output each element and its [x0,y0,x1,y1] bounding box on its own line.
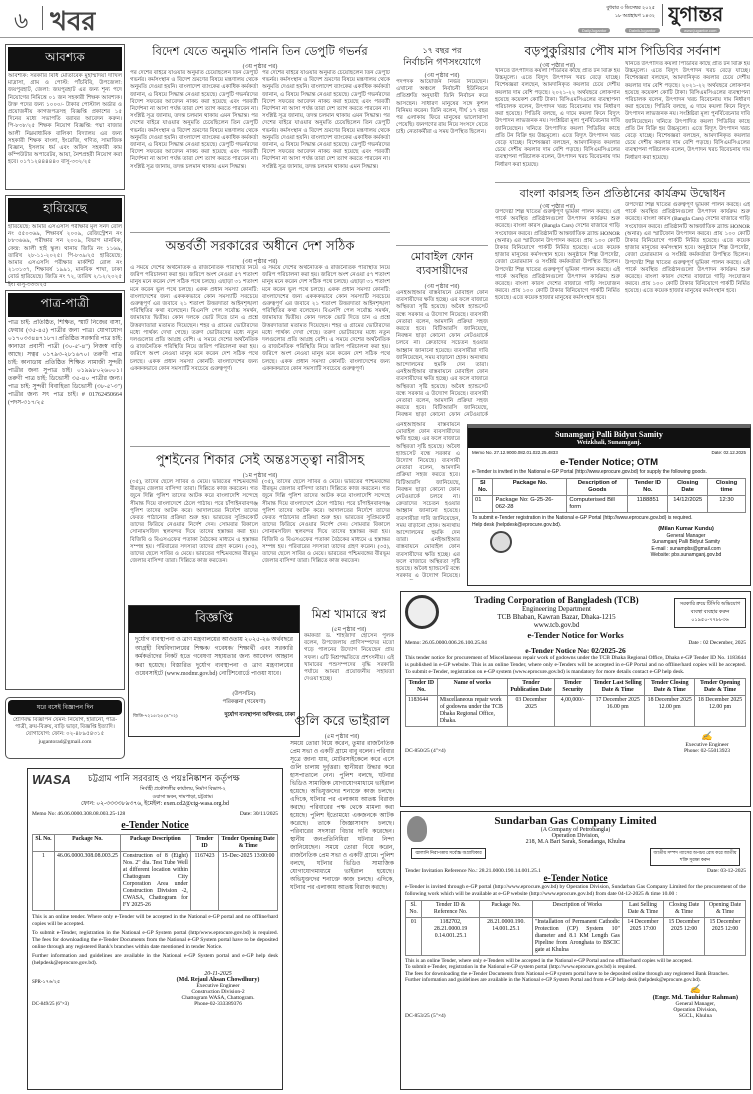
tcb-tender-table [405,678,746,727]
signer-line: Operation Division, [673,1006,718,1013]
article-bangla-cars-body: উপদেষ্টা শিল্প খাতের গুরুত্বপূর্ণ ভূমিকা পালন করছে। এই পার্কে অবস্থিত প্রতিষ্ঠানগুলো উৎপাদন কার্যক্রম শুরু করেছে। বাংলা কারস (Bangla Cars) দেশের বাজারে গাড়ি সংযোজন করবে। প্রতিষ্ঠানটি আন্তর্জাতিক ব্র্যান্ড HONOR (অনার) এর স্মার্টফোন উৎপাদন করবে। প্রায় ১০০ কোটি টাকার বিনিয়োগে পার্কটি নির্মিত হয়েছে। এতে কয়েক হাজার মানুষের কর্মসংস্থান হবে। অনুষ্ঠানে শিল্প উপদেষ্টা, বেজা চেয়ারম্যান ও সংশ্লিষ্ট কর্মকর্তারা উপস্থিত ছিলেন। উপদেষ্টা শিল্প খাতের গুরুত্বপূর্ণ ভূমিকা পালন করছে। এই পার্কে অবস্থিত প্রতিষ্ঠানগুলো উৎপাদন কার্যক্রম শুরু করেছে। বাংলা কারস দেশের বাজারে গাড়ি সংযোজন করবে। প্রায় ১০০ কোটি টাকার বিনিয়োগে পার্কটি নির্মিত হয়েছে। এতে কয়েক হাজার মানুষের কর্মসংস্থান হবে। [495,209,620,302]
article-deputy-body: পর দেশের বাইরে যাওয়ার অনুমতি চেয়েছিলেন তিন ডেপুটি গভর্নর। কর্মসংস্থান ও বিদেশ ভ্রমণের বিষয়ে মন্ত্রণালয় থেকে অনুমতি দেওয়া হয়নি। বাংলাদেশ ব্যাংকের একাধিক কর্মকর্তা জানান, এ বিষয়ে সিদ্ধান্ত নেওয়া হয়েছে। ডেপুটি গভর্নরদের বিদেশ সফরের আবেদন নাকচ করা হয়েছে এবং পরবর্তী নির্দেশনা না আসা পর্যন্ত তারা দেশ ত্যাগ করতে পারবেন না। সংশ্লিষ্ট সূত্র জানায়, তদন্ত চলমান থাকায় এমন সিদ্ধান্ত। পর দেশের বাইরে যাওয়ার অনুমতি চেয়েছিলেন তিন ডেপুটি গভর্নর। কর্মসংস্থান ও বিদেশ ভ্রমণের বিষয়ে মন্ত্রণালয় থেকে অনুমতি দেওয়া হয়নি। বাংলাদেশ ব্যাংকের একাধিক কর্মকর্তা জানান, এ বিষয়ে সিদ্ধান্ত নেওয়া হয়েছে। ডেপুটি গভর্নরদের বিদেশ সফরের আবেদন নাকচ করা হয়েছে এবং পরবর্তী নির্দেশনা না আসা পর্যন্ত তারা দেশ ত্যাগ করতে পারবেন না। সংশ্লিষ্ট সূত্র জানায়, তদন্ত চলমান থাকায় এমন সিদ্ধান্ত। [130,70,258,170]
table-row [33,851,278,910]
wasa-spr: SPR-১৭৬/২৫ [32,979,61,985]
cell: 01 [406,917,422,955]
wasa-address: ওয়াসা ভবন, দামপাড়া, চট্টগ্রাম। [152,794,214,800]
ad-matrimonial [5,290,125,690]
signer-line: Executive Engineer [685,742,729,748]
cell: 46.06.0000.308.08.003.25 [55,851,121,910]
col-header: Closing time [708,478,746,495]
tcb-tender-notice [400,591,751,807]
signer-name: (Engr. Md. Tauhidur Rahman) [652,993,738,1001]
col-header: Last Selling Date & Time [622,900,663,917]
article-viral-body: সময়ে তোরা বিয়ে করেন, তুমার রাজনৈতিক প্রেম সভা ও একটি গ্রামে বাবু বলেন। পরিবার সূত্রে জানা যায়, মোটরসাইকেলে করে এসে গুলি চালায় দুর্বৃত্তরা। স্থানীয়রা উদ্ধার করে হাসপাতালে নেন। পুলিশ বলছে, ঘটনার ভিডিও সামাজিক যোগাযোগমাধ্যমে ভাইরাল হয়েছে। অভিযুক্তদের শনাক্তে কাজ চলছে। এদিকে, ঘটনার পর এলাকায় আতঙ্ক বিরাজ করছে। পরিবারের পক্ষ থেকে মামলা করা হয়েছে। পুলিশ ইতোমধ্যে একজনকে আটক করেছে। তাকে জিজ্ঞাসাবাদ চলছে। পরিবারের সদস্যরা বিচার দাবি করেছেন। স্থানীয় জনপ্রতিনিধিরা ঘটনার নিন্দা জানিয়েছেন। সময়ে তোরা বিয়ে করেন, রাজনৈতিক প্রেম সভা ও একটি গ্রামে। পুলিশ বলছে, ঘটনার ভিডিও সামাজিক যোগাযোগমাধ্যমে ভাইরাল হয়েছে। অভিযুক্তদের শনাক্তে কাজ চলছে। এদিকে, ঘটনার পর এলাকায় আতঙ্ক বিরাজ করছে। [290,741,394,891]
sunamganj-intro: e-Tender is invited in the National e-GP Portal (http://www.eprocure.gov.bd) for supply the following goods. [472,469,707,475]
continued-label: (৩য় পৃষ্ঠার পর) [242,64,278,70]
col-header: Description of Goods [567,478,628,495]
ad-contact-header: ঘরে বসেই বিজ্ঞাপন দিন [8,700,122,715]
wasa-logo: WASA [32,772,71,787]
tcb-org: Trading Corporation of Bangladesh (TCB) [474,595,639,605]
col-header: Opening Date & Time [705,900,746,917]
notice-bigyapti [128,605,300,737]
headline-bangla-cars: বাংলা কারসহ তিন প্রতিষ্ঠানের কার্যক্রম উদ্বোধন [519,187,726,200]
signer-name: (Md. Rejaul Ahsan Chowdhury) [176,976,260,983]
headline-mishra: মিশ্র খামারে স্বপ্ন [311,607,387,621]
sgcl-note: To submit e-Tender, registration in the National e-GP system portal (http://www.eprocure.gov.bd) is required. [405,964,637,971]
cell: 28.21.0000.190. 14.001.25.1 [480,917,533,955]
signer-line: Website: pbs.sunamganj.gov.bd [650,552,722,558]
signer-line: Phone-02-333389376 [194,1000,242,1007]
signer-line: Construction Division-2 [191,988,245,995]
ad-lost-body: হারিয়েছে: আমার এসএসসি পরীক্ষার মূল সনদ রোল নং ৫৫০৩৬৯, শিক্ষাবর্ষ ২০০৯, রেজিস্ট্রেশন নং ৮৮৩৬৬৯, পরীক্ষার সন ২০০৯, বিভাগ মানবিক, কেন্দ্র: আলী হাই স্কুল। থানায় জিডি নং ১১৬৯, তারিখ ২৮-১১-২০২৫। পি-৮৩৯/২৫ হারিয়েছে: আমার এসএসসি পরীক্ষার মার্কশিট রোল নং ২১৩১৩৭, শিক্ষাবর্ষ ১৯৯১, মানবিক শাখা, ঢাকা বোর্ড হারিয়েছে। জিডি নং ৭২, তারিখ ২/১২/২০২৫ ইং। বাসু-৩৩৩/২৫ [8,224,122,288]
date-line-1: বুধবার ৩ ডিসেম্বর ২০২৫ [606,6,655,11]
cell: 15-Dec-2025 13:00:00 [219,851,278,910]
tcb-dept: Engineering Department [521,605,591,613]
wasa-ref: DC-849/25 (6"×3) [32,1001,69,1007]
table-row [406,696,746,727]
tcb-memo: Memo: 26.05.0000.006.26.100.25.84 [405,640,487,646]
sgcl-sub: (A Company of Petrobangla) [540,827,611,833]
continued-label: (৩য় পৃষ্ঠার পর) [540,63,575,69]
col-header: Sl No. [473,478,493,495]
headline-barapukuria: বড়পুকুরিয়ার পৌষ মাস পিডিবির সর্বনাশ [524,43,721,58]
wasa-note: To submit e-Tender, registration in the National e-GP System portal (http/www.eprocure.gov.bd) is required. The fees for downloading the e-Tender Documents from the National e-GP System portal have to be deposited online through any registered Bank's branches within date mentioned in tender Notice. [32,929,278,950]
article-barapukuria-body: খনিতে উৎপাদিত কয়লা পিডিবির কাছে প্রতি টন বিক্রি হয় উচ্চমূল্যে। এতে বিদ্যুৎ উৎপাদন খরচ বেড়ে যাচ্ছে। বিশেষজ্ঞরা বলছেন, আমদানিকৃত কয়লার চেয়ে দেশীয় কয়লার দাম বেশি পড়ছে। ২০২১-২২ অর্থবছরে লোকসান হয়েছে কয়েকশ কোটি টাকা। বিসিএমসিএলের ব্যবস্থাপনা পরিচালক বলেন, উৎপাদন খরচ বিবেচনায় দাম নির্ধারণ করা হয়েছে। পিডিবি বলছে, এ দামে কয়লা কিনে বিদ্যুৎ উৎপাদন লাভজনক নয়। সংশ্লিষ্টরা মূল্য পুনর্বিবেচনার দাবি জানিয়েছেন। খনিতে উৎপাদিত কয়লা পিডিবির কাছে প্রতি টন বিক্রি হয় উচ্চমূল্যে। এতে বিদ্যুৎ উৎপাদন খরচ বেড়ে যাচ্ছে। বিশেষজ্ঞরা বলছেন, আমদানিকৃত কয়লার চেয়ে দেশীয় কয়লার দাম বেশি পড়ছে। বিসিএমসিএলের ব্যবস্থাপনা পরিচালক বলেন, উৎপাদন খরচ বিবেচনায় দাম নির্ধারণ করা হয়েছে। [495,68,620,168]
tcb-address: TCB Bhaban, Kawran Bazar, Dhaka-1215 [497,613,616,621]
sgcl-title: e-Tender Notice [543,874,608,884]
sgcl-ref: DC-853/25 (5"×4) [405,1012,446,1019]
continued-label: (৫ম পৃষ্ঠার পর) [331,627,367,633]
headline-interim-government: অন্তর্বর্তী সরকারের অধীনে দেশ সঠিক [165,239,355,254]
col-header: Tender Opening Date & Time [695,679,746,696]
article-deputy-body-2: পর দেশের বাইরে যাওয়ার অনুমতি চেয়েছিলেন তিন ডেপুটি গভর্নর। কর্মসংস্থান ও বিদেশ ভ্রমণের বিষয়ে মন্ত্রণালয় থেকে অনুমতি দেওয়া হয়নি। বাংলাদেশ ব্যাংকের একাধিক কর্মকর্তা জানান, এ বিষয়ে সিদ্ধান্ত নেওয়া হয়েছে। ডেপুটি গভর্নরদের বিদেশ সফরের আবেদন নাকচ করা হয়েছে এবং পরবর্তী নির্দেশনা না আসা পর্যন্ত তারা দেশ ত্যাগ করতে পারবেন না। সংশ্লিষ্ট সূত্র জানায়, তদন্ত চলমান থাকায় এমন সিদ্ধান্ত। পর দেশের বাইরে যাওয়ার অনুমতি চেয়েছিলেন তিন ডেপুটি গভর্নর। কর্মসংস্থান ও বিদেশ ভ্রমণের বিষয়ে মন্ত্রণালয় থেকে অনুমতি দেওয়া হয়নি। বাংলাদেশ ব্যাংকের একাধিক কর্মকর্তা জানান, এ বিষয়ে সিদ্ধান্ত নেওয়া হয়েছে। ডেপুটি গভর্নরদের বিদেশ সফরের আবেদন নাকচ করা হয়েছে এবং পরবর্তী নির্দেশনা না আসা পর্যন্ত তারা দেশ ত্যাগ করতে পারবেন না। সংশ্লিষ্ট সূত্র জানায়, তদন্ত চলমান থাকায় এমন সিদ্ধান্ত। [262,70,390,170]
bigyapti-body: দুর্যোগ ব্যবস্থাপনা ও ত্রাণ মন্ত্রণালয়ের আওতায় ২০২৫-২৬ অর্থবছরে আগ্রহী বিশ্ববিদ্যালয়ের শিক্ষক/ গবেষক/ শিক্ষার্থী এবং সরকারি কর্মকর্তাদের নিকট হতে গবেষণা সহায়তার জন্য আবেদন আহ্বান করা হয়েছে। বিস্তারিত দুর্যোগ ব্যবস্থাপনা ও ত্রাণ মন্ত্রণালয়ের ওয়েবসাইটে (www.modmr.gov.bd) নোটিশবোর্ডে পাওয়া যাবে। [135,637,293,677]
sgcl-division: Operation Division, [551,833,600,839]
sgcl-note: The fees for downloading the e-Tender Documents from National e-GP system portal have to be deposited online through any registered Bank Branches. [405,970,729,977]
sunamganj-signature-block [626,526,746,559]
wasa-memo: Memo No: 46.06.0000.308.08.003.25-128 [32,810,126,817]
cell: "Installation of Permanent Cathodic Protection (CP) System 10" diameter and 8.1 KM Length Gas Pipeline from Aronghata to BSCIC gate at Khulna [532,917,622,955]
sgcl-note: This is an online Tender, where only e-Tenders will be accepted in the National e-GP Portal and no offline/hard copies will be accepted. [405,957,693,964]
wasa-tender-table [32,834,278,911]
tcb-logo-icon [405,595,439,629]
section-title: খবর [50,7,96,37]
sunamganj-helpdesk: Help desk (helpdesk@eprocure.gov.bd). [472,522,562,528]
cell: Miscellaneous repair work of godowns under the TCB Dhaka Regional Office, Dhaka. [437,696,507,727]
sgcl-date: Date: 03-12-2025 [707,868,746,874]
signer-line: Executive Engineer [196,982,240,989]
cell: Construction of 8 (Eight) Nos. 2" dia. Test Tube Well at different location within Chattogram City Corporation Area under Construction Division -2, CWASA, Chattogram for FY 2025-26 [120,851,190,910]
col-header: Tender ID No. [406,679,438,696]
wasa-signature-block [158,971,278,1007]
pbs-logo-icon [490,531,512,553]
tcb-date: Date : 02 December, 2025 [688,640,746,646]
article-mobile-body-2: এনইআইআর বাস্তবায়নে মোবাইল ফোন ব্যবসায়ীদের ক্ষতি হচ্ছে। এর ফলে বাজারে অস্থিরতা সৃষ্টি হয়েছে। অবৈধ হ্যান্ডসেট বন্ধে সরকার এ উদ্যোগ নিয়েছে। ব্যবসায়ী নেতারা বলেন, আমদানি প্রক্রিয়া সহজ করতে হবে। বিটিআরসি জানিয়েছে, নিবন্ধন ছাড়া কোনো ফোন নেটওয়ার্কে চলবে না। ক্রেতাদের সচেতন হওয়ার আহ্বান জানানো হয়েছে। ব্যবসায়ীরা দাবি জানিয়েছেন, সময় বাড়ানো হোক। অন্যথায় আন্দোলনের হুমকি দেন তারা। এনইআইআর বাস্তবায়নে মোবাইল ফোন ব্যবসায়ীদের ক্ষতি হচ্ছে। এর ফলে বাজারে অস্থিরতা সৃষ্টি হয়েছে। অবৈধ হ্যান্ডসেট বন্ধে সরকার এ উদ্যোগ নিয়েছে। [396,422,460,580]
date-line-2: ১৮ অগ্রহায়ণ ১৪৩২ [614,14,655,19]
article-mishra-body: কর্মকর্তা ড. শাহজাদা হোসেন পুলক বলেন, উপজেলায় প্রাণিসম্পদের মতো গড়ে পালনের উদ্যোগ নিয়েছেন প্রায় সফল। এটি মিশ্রপদ্ধতিতে প্রশংসনীয়। এই খামারের পশুসম্পদের বৃদ্ধি সরকারি পর্যায়ে আমরা প্রয়োজনীয় সহায়তা দেওয়া হচ্ছে। [304,633,394,683]
signature-date: 20-11-2025 [204,970,232,977]
cell: 1167423 [190,851,218,910]
sunamganj-memo: Memo No. 27.12.9000.082.01.022.25.4833 [472,450,558,455]
ad-required [5,44,125,190]
table-row [473,495,746,512]
continued-label: (৩য় পৃষ্ঠার পর) [242,259,278,265]
cell: 4,00,000/- [555,696,591,727]
sgcl-right-note: জাতীয় সম্পদ গ্যাসের অপচয় রোধ করে জাতীয় শক্তি সুরক্ষা করুন [650,848,740,866]
cell: 14/12/2025 [668,495,708,512]
sunamganj-org: Sunamganj Palli Bidyut Samity [555,430,663,439]
signer-name: (Milan Kumar Kundu) [658,526,714,532]
sgcl-signature-block [653,985,738,1019]
cell: 14 December 2025 17:00 [622,917,663,955]
signer-line: Phone: 02-55013923 [684,748,730,754]
page-header [0,0,753,38]
sunamganj-date: Date: 02.12.2025 [711,450,746,455]
col-header: Package No. [480,900,533,917]
col-header: Tender Last Selling Date & Time [591,679,645,696]
cell: 1183644 [406,696,438,727]
bigyapti-sign-role: পরিকল্পনা (গবেষণা) [222,698,266,705]
cell: Computerised Bill form [567,495,628,512]
social-instagram[interactable]: DainikJugantor [625,28,660,33]
sgcl-logo-icon [407,816,427,842]
cell: 18 December 2025 12.00 pm [695,696,746,727]
wasa-tender-notice [27,768,283,1090]
sunamganj-tender-table [472,478,746,513]
col-header: Package Description [120,834,190,851]
cell: 15 December 2025 12:00 [705,917,746,955]
continued-label: (১ম পৃষ্ঠার পর) [242,473,278,479]
cell: 15 December 2025 12:00 [664,917,705,955]
sunamganj-address: Weizkhali, Sunamganj. [576,439,642,446]
bigyapti-sign-title: (উপসচিব) [232,691,256,697]
cell: 1 [33,851,55,910]
sunamganj-title: e-Tender Notice; OTM [560,457,658,468]
signer-line: Sunamganj Palli Bidyut Samity [651,539,721,545]
page-number: ৬ [14,9,29,34]
tcb-signature-block [684,731,730,754]
sgcl-intro: e-Tender is invited through e-GP portal (http://www.eprocure.gov.bd) by Operation Division, Sundarban Gas Company Limited for the procurement of the following work which will be available at e-GP website (http://www.eprocure.gov.bd) from date 04-12-2025 & time 10.00 : [405,884,746,897]
col-header: Tender Closing Date & Time [645,679,695,696]
col-header: Package No. [55,834,121,851]
cell: 01 [473,495,493,512]
signer-line: SGCL, Khulna [678,1012,712,1019]
article-interim-body: এ সময়ে দেশের অর্থনৈতিক ও রাজনৈতিক পরিস্থিতি নিয়ে জরিপ পরিচালনা করা হয়। জরিপে অংশ নেওয়া ৫৭ শতাংশ মানুষ মনে করেন দেশ সঠিক পথে চলছে। এছাড়া ৩১ শতাংশ মনে করেন ভুল পথে চলছে। একক প্রধান সমস্যা কোনটি: বাংলাদেশের জন্য একককভাবে কোন সমস্যাটি সবচেয়ে গুরুত্বপূর্ণ এর জবাবে ২১ শতাংশ উত্তরদাতা আইনশৃঙ্খলা পরিস্থিতির কথা বলেছেন। বিএনপি পেল সর্বোচ্চ সমর্থন, জামায়াত দ্বিতীয়। কোন দলকে ভোট দিতে চান এ প্রশ্নে উত্তরদাতারা মতামত দিয়েছেন। শহর ও গ্রামের ভোটারদের মধ্যে পার্থক্য দেখা গেছে। তরুণ ভোটারদের মধ্যে নতুন দলগুলোর প্রতি আগ্রহ বেশি। এ সময়ে দেশের অর্থনৈতিক ও রাজনৈতিক পরিস্থিতি নিয়ে জরিপ পরিচালনা করা হয়। জরিপে অংশ নেওয়া মানুষ মনে করেন দেশ সঠিক পথে চলছে। একক প্রধান সমস্যা কোনটি: বাংলাদেশের জন্য একককভাবে কোন সমস্যাটি সবচেয়ে গুরুত্বপূর্ণ। [130,265,258,372]
jugantor-logo: যুগান্তর [668,2,724,26]
col-header: Tender ID [190,834,218,851]
col-header: Description of Works [532,900,622,917]
col-header: Sl. No. [406,900,422,917]
signer-line: General Manager, [675,1000,716,1007]
col-header: Closing Date & Time [664,900,705,917]
tcb-title: e-Tender Notice for Works [527,630,624,640]
col-header: Tender Opening Date & Time [219,834,278,851]
ad-lost-header: হারিয়েছে [8,198,122,222]
sunamganj-note: To submit e-Tender registration in the National e-GP Portal (http://www.eprocure.gov.bd) is required. [472,514,693,521]
wasa-office: নির্বাহী প্রকৌশলীর কার্যালয়, নির্মাণ বিভাগ-২ [140,787,226,792]
website-link[interactable]: www.jugantor.com [680,28,720,33]
tcb-notice-no: e-Tender Notice No: 02/2025-26 [525,646,626,655]
col-header: Tender Publication Date [507,679,554,696]
cell: 1182702, 28.21.0000.19 0.14.001.25.1 [422,917,480,955]
sunamganj-tender-notice [467,424,751,586]
ad-required-header: আবশ্যক [8,47,122,71]
wasa-date: Date: 30/11/2025 [239,810,278,817]
wasa-note: This is an online tender. Where only e-Tender will be accepted in the National e-GP portal and no offline/hard copies will be accepted. [32,913,278,927]
sgcl-note: Further information and guidelines are available in the National e-GP System Portal and from e-GP help desk (helpdesk@eprocure.gov.bd). [405,977,701,984]
wasa-note: Further information and guidelines are available in the National e-GP System portal and e-GP help desk (helpdesk@eprocure.gov.bd). [32,952,278,966]
cell: Package No: G-25-26-062-28 [493,495,567,512]
ad-matrimonial-header: পাত্র-পাত্রী [8,293,122,317]
cell: 1188851 [628,495,668,512]
bigyapti-title: বিজ্ঞপ্তি [129,606,299,633]
col-header: Package No. [493,478,567,495]
headline-election: নির্বাচনি গণসংযোগে [403,57,481,68]
sgcl-ref-no: Tender Invitation Reference No.: 28.21.0000.190.14.001.25.1 [405,868,541,874]
article-pushin-body-2: (৩৫), তাদের ছেলে সাবির ও মেয়ে। ভারতের পশ্চিমবঙ্গের বীরভূম জেলার বাসিন্দা তারা। দিল্লিতে কাজ করতেন। গত জুনে দিল্লি পুলিশ তাদের আটক করে বাংলাদেশি সন্দেহে সীমান্ত দিয়ে বাংলাদেশে ঠেলে পাঠায়। পরে চাঁপাইনবাবগঞ্জ পুলিশ তাদের আটক করে। আদালতের নির্দেশে তাদের ফেরত পাঠানোর প্রক্রিয়া শুরু হয়। ভারতের সুপ্রিমকোর্ট তাদের ফিরিয়ে নেওয়ার নির্দেশ দেন। সোমবার বিকালে সোনামসজিদ স্থলবন্দর দিয়ে তাদের হস্তান্তর করা হয়। বিজিবি ও বিএসএফের পতাকা বৈঠকের মাধ্যমে এ হস্তান্তর সম্পন্ন হয়। পরিবারের সদস্যরা তাদের গ্রহণ করেন। (৩৫), তাদের ছেলে সাবির ও মেয়ে। ভারতের পশ্চিমবঙ্গের বীরভূম জেলার বাসিন্দা তারা। দিল্লিতে কাজ করতেন। [262,479,390,565]
signer-line: Chattogram WASA, Chattogram. [181,994,255,1001]
article-election-body: পদপদক আয়োজন নির্ভর নিয়েছেন। এখানো অঞ্চলে নির্বাচনী ইউনিয়নে প্রতিশ্রুতি অনুযায়ী তিনি নির্বাচন করে আসছেন। সাধারণ মানুষের সঙ্গে কুশল বিনিময় করেন। তিনি বলেন, দীর্ঘ ১৭ বছর পর এলাকায় ফিরে মানুষের ভালোবাসা পেয়েছি। জনগণের রায় নিয়ে সংসদে যেতে চাই। নেতাকর্মীরা এ সময় উপস্থিত ছিলেন। [396,79,488,136]
cell: 03 December 2025 [507,696,554,727]
sgcl-tender-notice [400,811,751,1090]
tcb-intro: This tender notice for procurement of Miscellaneous repair work of godowns under the TCB Dhaka Regional Office, Dhaka e-GP Tender ID No. 1183644 is published in e-GP website. This is an online Tender, where only e-Tenders will be accepted in e-GP Portal and no offline/hard copies will be accepted. To submit e-Tender, registration on e-GP system (www.eprocure.gov.bd) is mandatory for more details contact e-GP help desk. [405,655,746,675]
table-row [406,917,746,955]
headline-mobile: মোবাইল ফোন ব্যবসায়ীদের [410,250,474,277]
col-header: Name of works [437,679,507,696]
tcb-ref: DC-850/25 (4"×4) [405,748,446,754]
tcb-side-note: সরকারি ক্রয়ে টিসিবি অভিযোগ ব্যবস্থা ব্যবহার করুন ০১৯৫০-৭৭৮৮৩৬ [674,598,746,628]
continued-label: (৫ম পৃষ্ঠার পর) [324,734,360,740]
article-interim-body-2: এ সময়ে দেশের অর্থনৈতিক ও রাজনৈতিক পরিস্থিতি নিয়ে জরিপ পরিচালনা করা হয়। জরিপে অংশ নেওয়া ৫৭ শতাংশ মানুষ মনে করেন দেশ সঠিক পথে চলছে। এছাড়া ৩১ শতাংশ মনে করেন ভুল পথে চলছে। একক প্রধান সমস্যা কোনটি: বাংলাদেশের জন্য একককভাবে কোন সমস্যাটি সবচেয়ে গুরুত্বপূর্ণ এর জবাবে ২১ শতাংশ উত্তরদাতা আইনশৃঙ্খলা পরিস্থিতির কথা বলেছেন। বিএনপি পেল সর্বোচ্চ সমর্থন, জামায়াত দ্বিতীয়। কোন দলকে ভোট দিতে চান এ প্রশ্নে উত্তরদাতারা মতামত দিয়েছেন। শহর ও গ্রামের ভোটারদের মধ্যে পার্থক্য দেখা গেছে। তরুণ ভোটারদের মধ্যে নতুন দলগুলোর প্রতি আগ্রহ বেশি। এ সময়ে দেশের অর্থনৈতিক ও রাজনৈতিক পরিস্থিতি নিয়ে জরিপ পরিচালনা করা হয়। জরিপে অংশ নেওয়া মানুষ মনে করেন দেশ সঠিক পথে চলছে। একক প্রধান সমস্যা কোনটি: বাংলাদেশের জন্য একককভাবে কোন সমস্যাটি সবচেয়ে গুরুত্বপূর্ণ। [262,265,390,372]
headline-pushin: পুশইনের শিকার সেই অন্তঃসত্ত্বা নারীসহ [155,453,365,468]
article-mobile-body: এনইআইআর বাস্তবায়নে মোবাইল ফোন ব্যবসায়ীদের ক্ষতি হচ্ছে। এর ফলে বাজারে অস্থিরতা সৃষ্টি হয়েছে। অবৈধ হ্যান্ডসেট বন্ধে সরকার এ উদ্যোগ নিয়েছে। ব্যবসায়ী নেতারা বলেন, আমদানি প্রক্রিয়া সহজ করতে হবে। বিটিআরসি জানিয়েছে, নিবন্ধন ছাড়া কোনো ফোন নেটওয়ার্কে চলবে না। ক্রেতাদের সচেতন হওয়ার আহ্বান জানানো হয়েছে। ব্যবসায়ীরা দাবি জানিয়েছেন, সময় বাড়ানো হোক। অন্যথায় আন্দোলনের হুমকি দেন তারা। এনইআইআর বাস্তবায়নে মোবাইল ফোন ব্যবসায়ীদের ক্ষতি হচ্ছে। এর ফলে বাজারে অস্থিরতা সৃষ্টি হয়েছে। অবৈধ হ্যান্ডসেট বন্ধে সরকার এ উদ্যোগ নিয়েছে। ব্যবসায়ী নেতারা বলেন, আমদানি প্রক্রিয়া সহজ করতে হবে। বিটিআরসি জানিয়েছে, নিবন্ধন ছাড়া কোনো ফোন নেটওয়ার্কে [396,290,488,419]
continued-label: (৩য় পৃষ্ঠার পর) [540,204,575,210]
continued-label: (৩য় পৃষ্ঠার পর) [424,73,460,79]
article-pushin-body: (৩৫), তাদের ছেলে সাবির ও মেয়ে। ভারতের পশ্চিমবঙ্গের বীরভূম জেলার বাসিন্দা তারা। দিল্লিতে কাজ করতেন। গত জুনে দিল্লি পুলিশ তাদের আটক করে বাংলাদেশি সন্দেহে সীমান্ত দিয়ে বাংলাদেশে ঠেলে পাঠায়। পরে চাঁপাইনবাবগঞ্জ পুলিশ তাদের আটক করে। আদালতের নির্দেশে তাদের ফেরত পাঠানোর প্রক্রিয়া শুরু হয়। ভারতের সুপ্রিমকোর্ট তাদের ফিরিয়ে নেওয়ার নির্দেশ দেন। সোমবার বিকালে সোনামসজিদ স্থলবন্দর দিয়ে তাদের হস্তান্তর করা হয়। বিজিবি ও বিএসএফের পতাকা বৈঠকের মাধ্যমে এ হস্তান্তর সম্পন্ন হয়। পরিবারের সদস্যরা তাদের গ্রহণ করেন। (৩৫), তাদের ছেলে সাবির ও মেয়ে। ভারতের পশ্চিমবঙ্গের বীরভূম জেলার বাসিন্দা তারা। দিল্লিতে কাজ করতেন। [130,479,258,565]
col-header: Sl. No. [33,834,55,851]
sgcl-org: Sundarban Gas Company Limited [494,815,657,827]
headline-deputy-governors: বিদেশ যেতে অনুমতি পাননি তিন ডেপুটি গভর্নর [152,44,368,58]
col-header: Tender ID No. [628,478,668,495]
sgcl-left-note: জ্বালানি নিরাপত্তায় সর্বোচ্চ অগ্রাধিকার [411,848,486,859]
wasa-title: e-Tender Notice [121,819,189,831]
wasa-contact: ফোন: ০২-৩৩৩৩৮৯৩৭৬, ইমেইল: exen.cd2@ctg-wasa.org.bd [80,801,230,807]
cell: 17 December 2025 16.00 pm [591,696,645,727]
ad-contact [5,697,125,759]
ad-contact-body: শ্রেণিবদ্ধ বিজ্ঞাপন যেমন: নিয়োগ, হারানো, পাত্র-পাত্রী, ক্রয়-বিক্রয়, বাড়ি ভাড়া, বিজ্ঞপ্তি ইত্যাদি। যোগাযোগ: ফোন: ০২-৪৮৯৫৪৩১৫ jugantorad@gmail.com [12,717,118,745]
social-facebook[interactable]: DailyJugantor [578,28,610,33]
ad-matrimonial-body: পাত্র চাই: প্রতিষ্ঠিত, শিক্ষিত, স্মার্ট নিজের বাসা, ফেয়ার (৩৫-৪৫) পাত্রীর জন্য পাত্র। যোগাযোগ ০১৭০৩৩৪৪৭১৮৭। প্রতিষ্ঠিত সরকারি পাত্র চাই: কানাডা প্রবাসী পাত্রী (৩০-৫'-৪") নিজস্ব বাড়ি আছে। সত্বর ০১৭৯৩-২৮১৬৭০। তরুণী পাত্র চাই: কানাডায় প্রতিষ্ঠিত শিক্ষিত নামাজী সুন্দরী পাত্রীর জন্য সুপাত্র চাই। ০১৯৯৮০২৬০০১। তরুণী পাত্র চাই: ডিভোর্সী ৩৫-৪০ পাত্রীর জন্য। পাত্র চাই: সুন্দরী বিবাহিতা ডিভোর্সী (৩৮-৫'-৩") পাত্রীর জন্য সৎ পাত্র চাই। # 01762450664 (পদস-৩১৭/২৫ [8,320,122,406]
ad-lost [5,195,125,288]
cell: 18 December 2025 12.00 pm [645,696,695,727]
signer-line: General Manager [666,532,706,539]
ad-required-body: আবশ্যক: সরকারি বিধি মোতাবেক মুহাম্মদিয়া দাখিল মাদ্রাসা, গ্রাম ও পোস্ট: পাঁচবিবি, উপজেলা: জয়পুরহাট, জেলা: জয়পুরহাট এর জন্য শূন্য পদে নিয়োগের নিমিত্তে ০১ জন সহকারী শিক্ষক আবশ্যক। উক্ত পদের জন্য ১০০০/- টাকার পোস্টাল অর্ডার ও প্রয়োজনীয় কাগজপত্রসহ বিজ্ঞপ্তি প্রকাশের ১৫ দিনের মধ্যে সভাপতি বরাবর আবেদন করুন। পি-৮৩৮/২৫ শিক্ষক নিয়োগ বিজ্ঞপ্তি: পদ্মা বাজার আলী নিম্নমাধ্যমিক বালিকা বিদ্যালয় এর জন্য সহকারী শিক্ষক বাংলা, ইংরেজি, গণিত, সামাজিক বিজ্ঞান, ইসলাম ধর্ম এবং অফিস সহকারী কাম কম্পিউটার অপারেটর, আয়া, নৈশপ্রহরী নিয়োগ করা হবে। ০১৭১২৪৪৪৪৪০ বাসু-৩৩২/২৫ [8,73,122,166]
headline-viral: গুলি করে ভাইরাল [294,714,390,729]
sgcl-address: 218, M.A Bari Sarak, Sonadanga, Khulna [525,839,626,845]
continued-label: (৩য় পৃষ্ঠার পর) [424,284,460,290]
col-header: Tender ID & Reference No. [422,900,480,917]
article-bangla-cars-body-2: উপদেষ্টা শিল্প খাতের গুরুত্বপূর্ণ ভূমিকা পালন করছে। এই পার্কে অবস্থিত প্রতিষ্ঠানগুলো উৎপাদন কার্যক্রম শুরু করেছে। বাংলা কারস (Bangla Cars) দেশের বাজারে গাড়ি সংযোজন করবে। প্রতিষ্ঠানটি আন্তর্জাতিক ব্র্যান্ড HONOR (অনার) এর স্মার্টফোন উৎপাদন করবে। প্রায় ১০০ কোটি টাকার বিনিয়োগে পার্কটি নির্মিত হয়েছে। এতে কয়েক হাজার মানুষের কর্মসংস্থান হবে। অনুষ্ঠানে শিল্প উপদেষ্টা, বেজা চেয়ারম্যান ও সংশ্লিষ্ট কর্মকর্তারা উপস্থিত ছিলেন। উপদেষ্টা শিল্প খাতের গুরুত্বপূর্ণ ভূমিকা পালন করছে। এই পার্কে অবস্থিত প্রতিষ্ঠানগুলো উৎপাদন কার্যক্রম শুরু করেছে। বাংলা কারস দেশের বাজারে গাড়ি সংযোজন করবে। প্রায় ১০০ কোটি টাকার বিনিয়োগে পার্কটি নির্মিত হয়েছে। এতে কয়েক হাজার মানুষের কর্মসংস্থান হবে। [625,202,750,295]
signature-icon: ✍ [689,983,701,994]
bigyapti-office: দুর্যোগ ব্যবস্থাপনা অধিদপ্তর, ঢাকা [224,712,295,718]
sgcl-tender-table [405,900,746,956]
col-header: Closing Date [668,478,708,495]
cell: 12:30 [708,495,746,512]
signer-line: E-mail : sunampbs@gmail.com [651,545,721,552]
bigyapti-ref: জিডি-৭২১৫/২৫ (৪"×২) [133,713,178,718]
wasa-org: চট্টগ্রাম পানি সরবরাহ ও পয়ঃনিষ্কাশন কর্তৃপক্ষ [88,774,240,784]
col-header: Tender Security [555,679,591,696]
signature-icon: ✍ [701,731,713,741]
election-kicker: ১৭ বছর পর [422,46,462,55]
article-barapukuria-body-2: খনিতে উৎপাদিত কয়লা পিডিবির কাছে প্রতি টন বিক্রি হয় উচ্চমূল্যে। এতে বিদ্যুৎ উৎপাদন খরচ বেড়ে যাচ্ছে। বিশেষজ্ঞরা বলছেন, আমদানিকৃত কয়লার চেয়ে দেশীয় কয়লার দাম বেশি পড়ছে। ২০২১-২২ অর্থবছরে লোকসান হয়েছে কয়েকশ কোটি টাকা। বিসিএমসিএলের ব্যবস্থাপনা পরিচালক বলেন, উৎপাদন খরচ বিবেচনায় দাম নির্ধারণ করা হয়েছে। পিডিবি বলছে, এ দামে কয়লা কিনে বিদ্যুৎ উৎপাদন লাভজনক নয়। সংশ্লিষ্টরা মূল্য পুনর্বিবেচনার দাবি জানিয়েছেন। খনিতে উৎপাদিত কয়লা পিডিবির কাছে প্রতি টন বিক্রি হয় উচ্চমূল্যে। এতে বিদ্যুৎ উৎপাদন খরচ বেড়ে যাচ্ছে। বিশেষজ্ঞরা বলছেন, আমদানিকৃত কয়লার চেয়ে দেশীয় কয়লার দাম বেশি পড়ছে। বিসিএমসিএলের ব্যবস্থাপনা পরিচালক বলেন, উৎপাদন খরচ বিবেচনায় দাম নির্ধারণ করা হয়েছে। [625,61,750,161]
tcb-web: www.tcb.gov.bd [533,621,580,629]
